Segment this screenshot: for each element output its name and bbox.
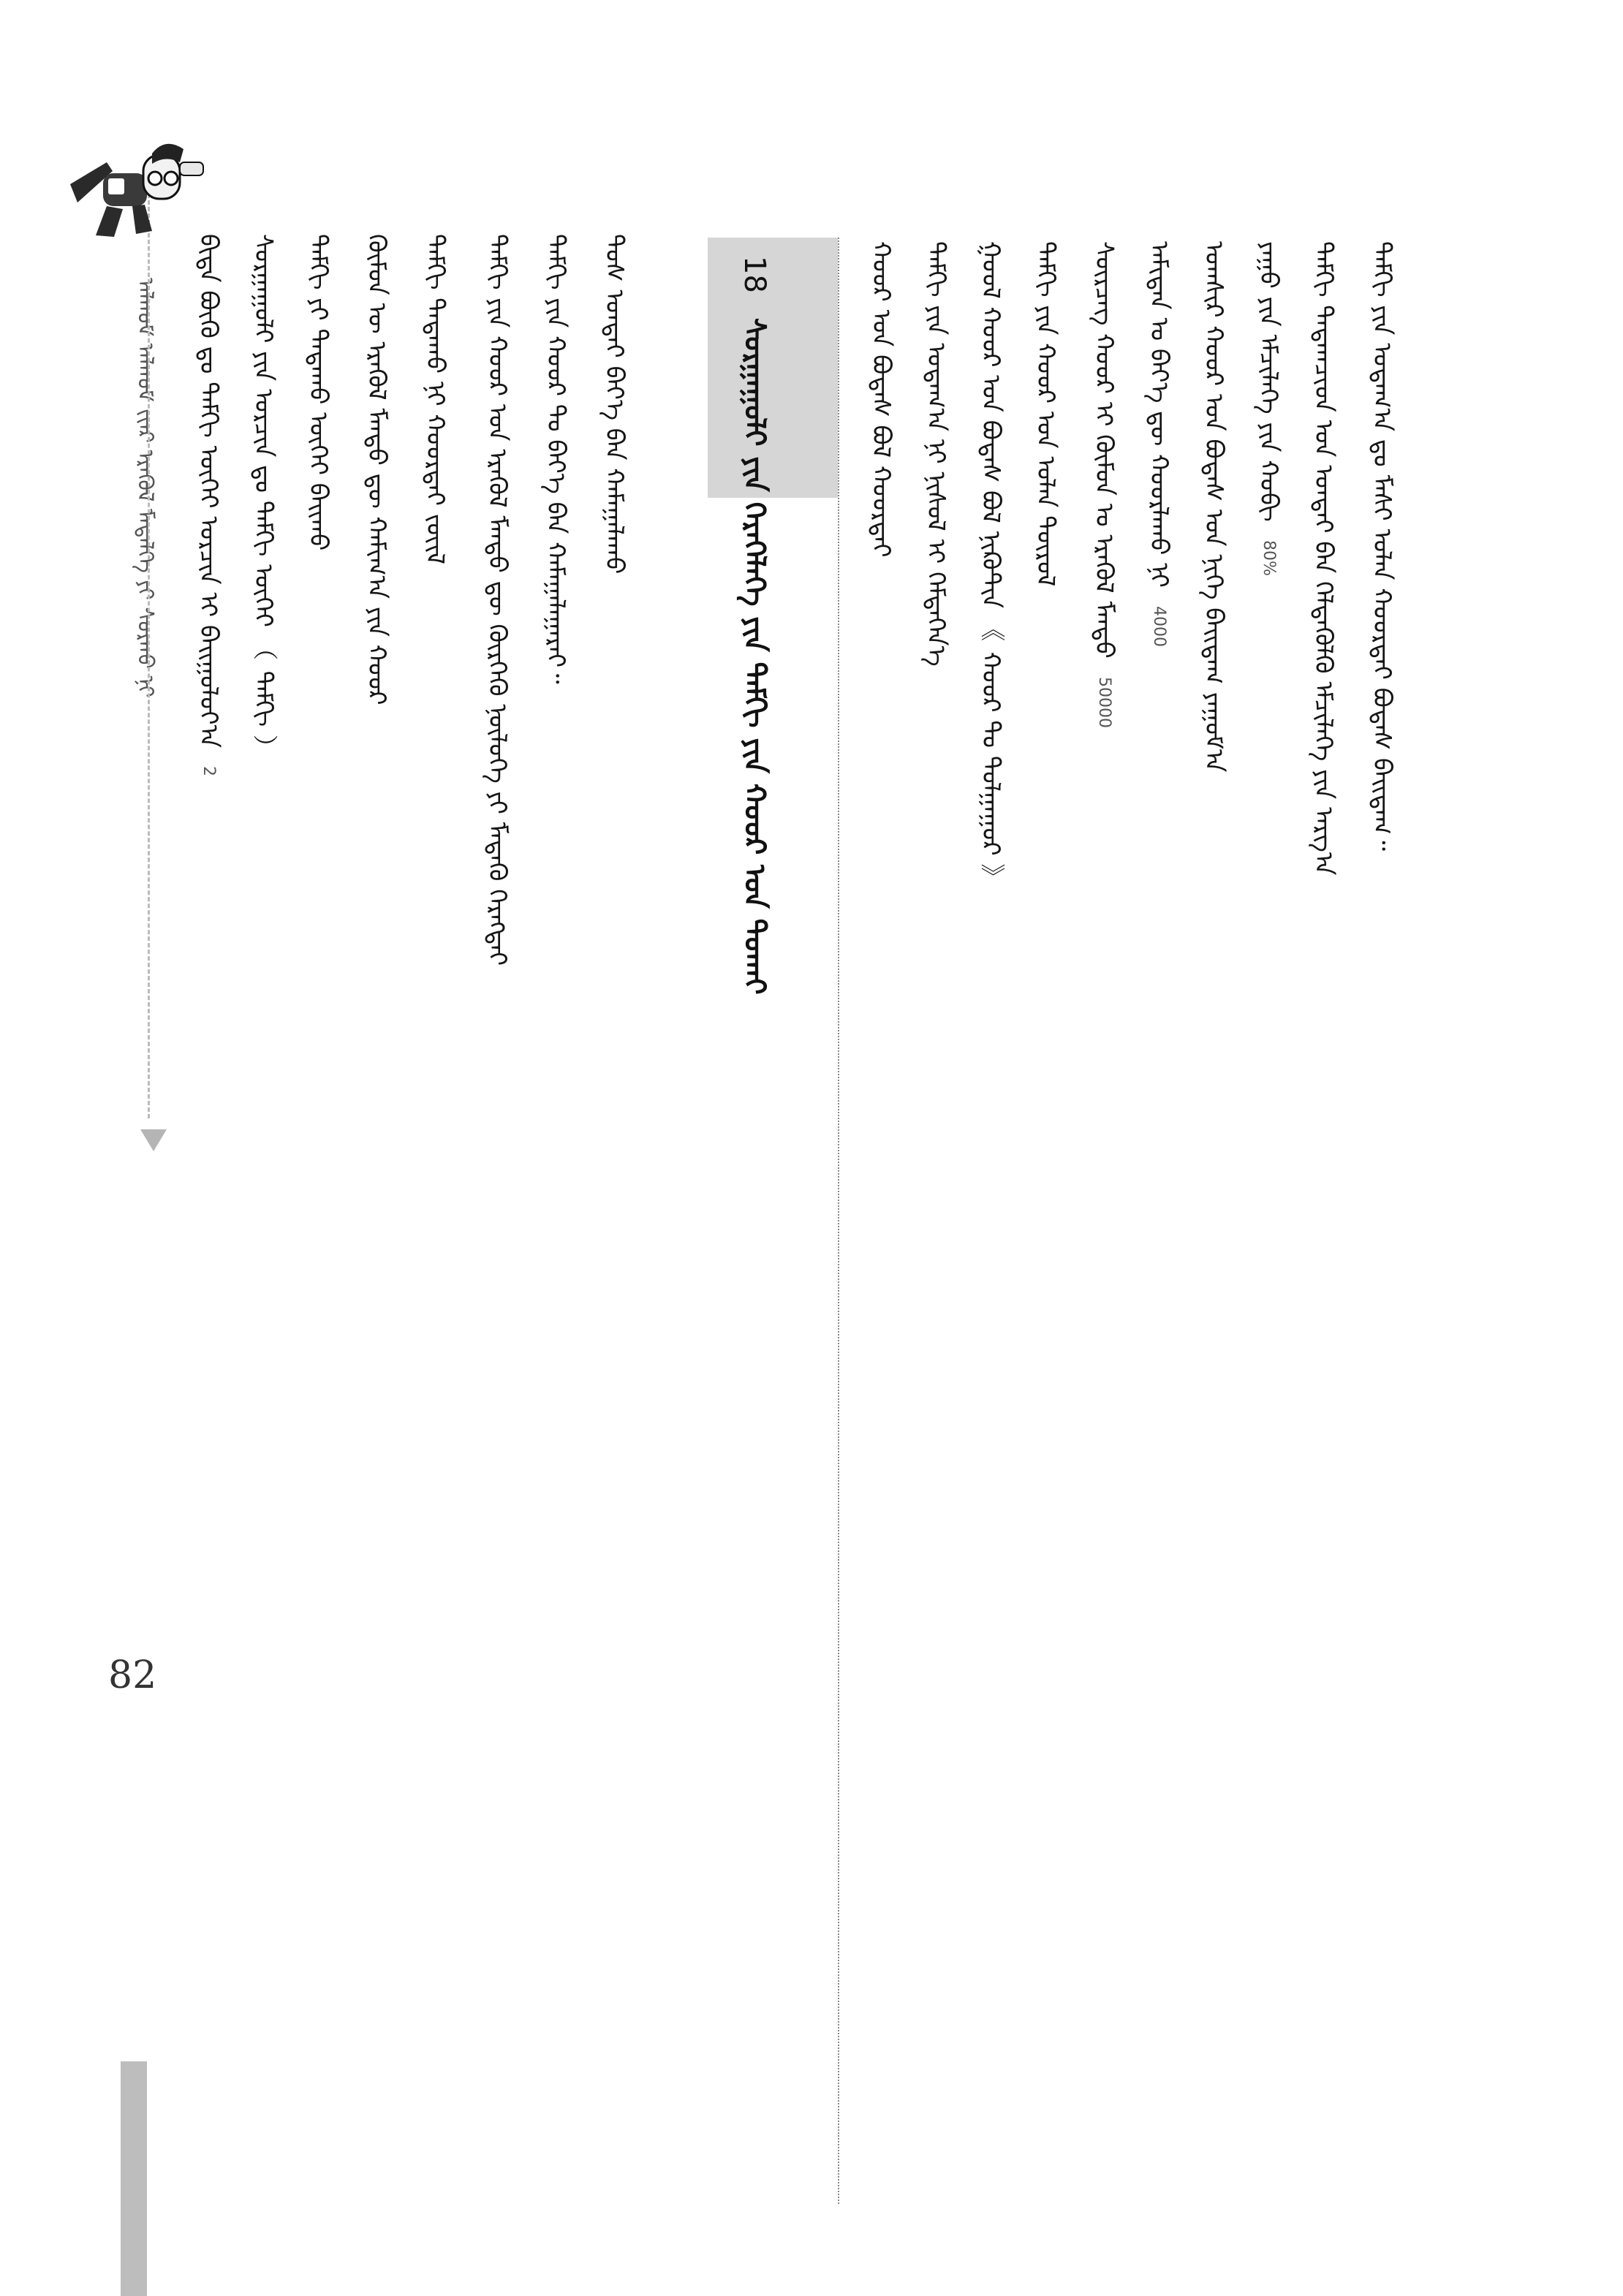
body-text: ᠭᠣᠣᠯ ᠬᠣᠣᠷ ᠤᠨ ᠪᠣᠳᠠᠰ ᠪᠣᠯ ᠨᠢᠺᠣᠲ᠋ᠢᠨ: [976, 241, 1005, 609]
triangle-marker-icon: [140, 1129, 167, 1151]
body-column-13: ᠲᠠᠮᠬᠢ ᠶᠢᠨ ᠬᠣᠣᠷ ᠤᠨ ᠡᠷᠡᠭᠦᠯ ᠮᠡᠨᠳᠦ ᠳᠦ ᠬᠦᠷᠭᠡᠬᠦ ᠨᠥᠯᠦᠭᠡ ᠶᠢ ᠮᠡᠳᠡᠬᠦ ᠬᠡᠷᠡᠭᠲᠡᠢ: [483, 234, 512, 966]
running-head-divider: [148, 161, 150, 1118]
section-title-part1: ᠰᠤᠷᠭᠠᠭᠤᠯᠢ ᠶᠢᠨ: [738, 317, 772, 492]
list-marker: 2: [200, 765, 218, 776]
page-number: 82: [108, 1653, 157, 1697]
student-mascot-illustration: [63, 133, 220, 243]
body-column-11: ᠲᠤᠰ ᠤᠨᠲᠠᠢ ᠪᠡᠶ᠎ᠡ ᠪᠡᠨ ᠬᠠᠮᠠᠭᠠᠯᠠᠬᠤ: [599, 234, 629, 575]
quote-close: 》: [976, 863, 1005, 890]
stat-percent: 80%: [1260, 539, 1278, 576]
paren-open: （: [249, 634, 278, 662]
section-number: 18: [738, 256, 771, 293]
body-text: ᠠᠮᠢᠲᠠᠨ ᠤ ᠪᠡᠶ᠎ᠡ ᠳᠦ ᠬᠣᠣᠷᠯᠠᠬᠤ ᠨᠢ: [1144, 241, 1173, 588]
body-text: ᠶᠠᠭᠤ ᠶᠢᠨ ᠡᠮᠴᠢᠯᠡᠭᠡ ᠶᠢᠨ ᠬᠤᠪᠢ: [1254, 241, 1283, 522]
body-column-17: [241, 234, 285, 761]
running-head: ᠠᠯᠬᠤᠮ ᠠᠯᠬᠤᠮ ᠵᠢᠡᠷ ᠡᠷᠡᠭᠦᠯ ᠮᠡᠳᠡᠯᠭᠡ ᠶᠢ ᠰᠤᠷᠬᠤ ᠨᠢ: [132, 278, 158, 698]
stat-count-b: 4000: [1150, 605, 1168, 647]
body-column-15: ᠬᠦᠮᠦᠨ ᠦ ᠡᠷᠡᠭᠦᠯ ᠮᠡᠨᠳᠦ ᠳᠦ ᠬᠠᠮᠢᠭ᠎ᠠ ᠶᠢᠨ ᠬᠣᠣᠷ: [362, 234, 391, 705]
quote-open: 《: [976, 615, 1005, 643]
body-text: ᠰᠤᠷᠭᠠᠭᠤᠯᠢ ᠶᠢᠨ ᠤᠷᠴᠢᠨ ᠳᠤ ᠲᠠᠮᠬᠢ ᠦᠭᠡᠢ: [249, 234, 278, 628]
margin-bar: [121, 2061, 147, 2296]
body-column-3: [1246, 241, 1290, 586]
section-title: [738, 241, 771, 995]
body-text: ᠰᠦᠷᠴᠡᠭ ᠬᠣᠣᠷ ᠢ ᠬᠦᠮᠦᠨ ᠤ ᠡᠷᠡᠭᠦᠯ ᠮᠡᠨᠳᠦ: [1089, 241, 1119, 659]
body-column-6: [1082, 241, 1126, 738]
body-column-1: ᠲᠠᠮᠬᠢ ᠶᠢᠨ ᠤᠲᠠᠭ᠎ᠠ ᠳᠤ ᠮᠠᠰᠢ ᠤᠯᠠᠨ ᠬᠣᠣᠷᠲᠠᠢ ᠪᠣᠳᠠᠰ ᠪᠠᠢᠳᠠᠭ᠃: [1367, 241, 1396, 852]
body-column-9: ᠲᠠᠮᠬᠢ ᠶᠢᠨ ᠤᠲᠠᠭ᠎ᠠ ᠨᠢ ᠨᠢᠰᠤᠯ ᠢ ᠭᠡᠮᠲᠡᠭᠡᠨ᠎ᠡ: [921, 241, 950, 667]
body-column-5: [1137, 241, 1181, 657]
body-column-18: [186, 234, 230, 787]
body-column-14: ᠲᠠᠮᠬᠢ ᠲᠠᠲᠠᠬᠤ ᠨᠢ ᠬᠣᠣᠷᠲᠠᠢ ᠵᠦᠢᠯ: [420, 234, 450, 564]
body-column-2: ᠲᠠᠮᠬᠢ ᠲᠠᠲᠠᠭᠴᠢᠳ ᠤᠨ ᠤᠨᠲᠠᠢ ᠪᠠᠨ ᠭᠡᠯᠳᠡᠭᠦᠯᠬᠦ ᠡᠮᠴᠢᠯᠡᠭᠡ ᠶᠢᠨ ᠠᠷᠭ᠎ᠠ: [1309, 241, 1338, 876]
body-column-7: ᠲᠠᠮᠬᠢ ᠶᠢᠨ ᠬᠣᠣᠷ ᠤᠨ ᠤᠯᠠᠨ ᠲᠦᠷᠦᠯ: [1031, 241, 1060, 587]
body-column-16: ᠲᠠᠮᠬᠢ ᠶᠢ ᠲᠠᠲᠠᠬᠤ ᠦᠭᠡᠢ ᠪᠠᠢᠬᠤ: [303, 234, 333, 551]
body-column-8: [969, 241, 1013, 890]
quoted-text: ᠬᠣᠣᠷ ᠲᠤ ᠲᠤᠯᠭᠠᠭᠤᠷ: [976, 651, 1005, 856]
body-column-4: ᠤᠭᠰᠢᠷ ᠬᠣᠣᠷ ᠤᠨ ᠪᠣᠳᠠᠰ ᠤᠨ ᠨᠢᠭᠡ ᠪᠠᠢᠳᠠᠭ ᠶᠠᠭᠤᠮ᠎ᠠ: [1199, 241, 1228, 773]
body-text: ᠪᠢᠳᠡ ᠪᠦᠬᠦ ᠳᠤ ᠲᠠᠮᠬᠢ ᠦᠭᠡᠢ ᠣᠷᠴᠢᠨ ᠢ ᠪᠠᠢᠭᠤᠯᠤᠶ᠎ᠠ: [194, 234, 223, 749]
section-title-background: [708, 238, 838, 498]
body-column-10: ᠬᠣᠣᠷ ᠤᠨ ᠪᠣᠳᠠᠰ ᠪᠣᠯ ᠬᠣᠣᠷᠲᠠᠢ: [866, 241, 896, 558]
paren-close: ）: [249, 735, 278, 761]
stat-count-a: 50000: [1095, 676, 1113, 728]
body-column-12: ᠲᠠᠮᠬᠢ ᠶᠢᠨ ᠬᠣᠣᠷ ᠲᠤ ᠪᠡᠶ᠎ᠡ ᠪᠡᠨ ᠬᠠᠮᠠᠭᠠᠯᠠᠭᠠᠷᠠᠢ᠃: [541, 234, 570, 684]
section-title-part2: ᠬᠡᠷᠡᠭᠡᠯᠡᠭᠡ ᠶᠢᠨ ᠲᠠᠮᠬᠢ ᠶᠢᠨ ᠬᠣᠣᠷ ᠤᠨ ᠲᠤᠬᠠᠢ: [738, 501, 772, 995]
dotted-separator: [838, 238, 839, 2204]
paren-text: ᠲᠠᠮᠬᠢ: [249, 670, 278, 727]
